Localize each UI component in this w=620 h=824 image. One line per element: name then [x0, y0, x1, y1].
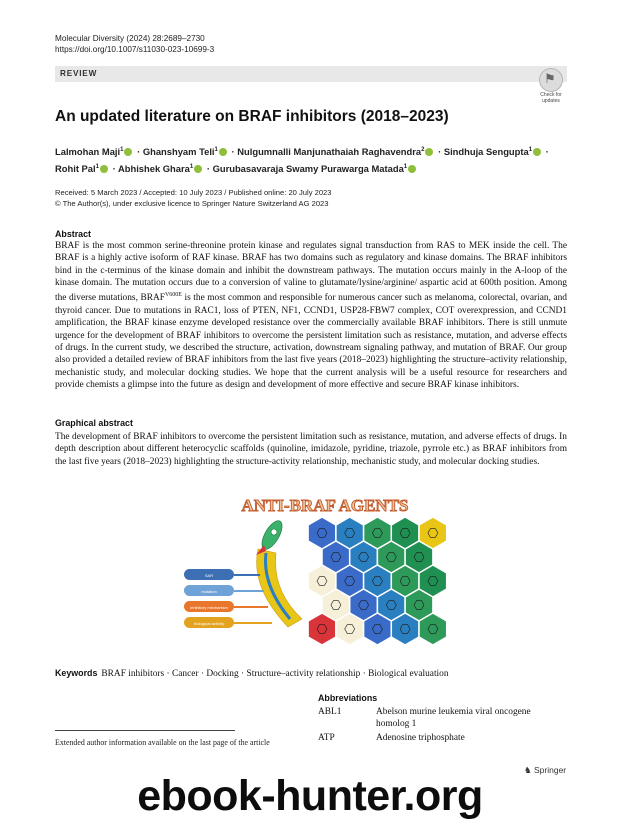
abbreviation-row [318, 706, 566, 730]
orcid-icon[interactable] [425, 148, 433, 156]
author-separator: · [134, 146, 143, 158]
orcid-icon[interactable] [219, 148, 227, 156]
abbreviation-row [318, 732, 566, 744]
hexagon-tile [364, 613, 392, 645]
author-name[interactable]: Gurubasavaraja Swamy Purawarga Matada [212, 162, 404, 174]
hexagon-tile [308, 613, 336, 645]
keyword: Structure–activity relationship [246, 669, 361, 679]
author-name[interactable]: Ghanshyam Teli [142, 146, 215, 158]
keyword: Biological evaluation [368, 669, 449, 679]
author-affiliation: 1 [120, 147, 124, 153]
author-affiliation: 2 [421, 147, 425, 153]
hexagon-tile [419, 613, 447, 645]
author-affiliation: 1 [528, 147, 533, 153]
orcid-icon[interactable] [533, 148, 541, 156]
mutation-superscript: V600E [164, 292, 182, 299]
abstract-heading: Abstract [55, 229, 92, 239]
author-separator: · [228, 146, 238, 158]
section-label: REVIEW [60, 69, 98, 78]
graphical-abstract-heading: Graphical abstract [55, 418, 133, 428]
orcid-icon[interactable] [408, 165, 416, 173]
author-affiliation: 1 [403, 163, 408, 170]
author-name[interactable]: Lalmohan Maji [55, 146, 121, 158]
graphical-abstract-text: The development of BRAF inhibitors to overcome the persistent limitation such as resistance, mutation, and adverse effects of drugs. In depth description about different heterocyclic scaffolds (quinoline, imidazole, pyridine, triazole, pyrrole etc.) as BRAF inhibitors from the last five years (2018–2023) highlighting the structure-activity relationship, mechanistic study, and molecular docking studies. [55, 432, 567, 467]
check-for-updates-badge[interactable] [536, 68, 566, 104]
publisher-name: Springer [534, 765, 567, 775]
keyword: Cancer [172, 669, 199, 679]
dates-line: Received: 5 March 2023 / Accepted: 10 July 2023 / Published online: 20 July 2023 [55, 188, 332, 197]
abbreviation-term: ABL1 [318, 707, 342, 717]
abbreviations-heading: Abbreviations [318, 693, 378, 703]
footnote: Extended author information available on the last page of the article [55, 738, 270, 747]
author-name[interactable]: Rohit Pal [55, 162, 96, 174]
journal-header [55, 33, 214, 55]
footnote-divider [55, 730, 235, 731]
figure-title: ANTI-BRAF AGENTS [241, 496, 409, 515]
keyword: BRAF inhibitors [101, 669, 165, 679]
author-name[interactable]: Nulgumnalli Manjunathaiah Raghavendra [237, 146, 422, 158]
author-affiliation: 1 [189, 163, 194, 170]
publication-dates [55, 188, 332, 209]
abbreviation-definition: Abelson murine leukemia viral oncogene homolog 1 [376, 707, 531, 729]
hexagon-tile [336, 613, 364, 645]
abstract-text-part1: BRAF is the most common serine-threonine protein kinase and regulates signal transduction from RAS to MEK inside the cell. The BRAF is a highly active isoform of RAF kinase. BRAF has two domains such as regulatory and kinase domains. The BRAF inhibitors bind in the c-terminus of the kinase domain and inhibit the downstream pathways. The mutation occurs mainly in the A-loop of the kinase domain. The mutation occurs due to a conversion of valine to glutamate/lysine/arginine/ aspartic acid at 600th position. Among the diverse mutations, BRAF [55, 241, 567, 304]
author-name[interactable]: Sindhuja Sengupta [443, 146, 529, 158]
author-affiliation: 1 [214, 147, 218, 153]
hexagon-tile [391, 613, 419, 645]
graphical-abstract-figure [180, 487, 450, 647]
author-separator: · [204, 162, 213, 174]
figure-label-text: inhibitory mechanism [190, 605, 228, 610]
keywords-items [101, 669, 448, 679]
abstract-text [55, 240, 567, 391]
section-bar [55, 66, 567, 82]
journal-citation: Molecular Diversity (2024) 28:2689–2730 [55, 34, 205, 43]
watermark: ebook-hunter.org [137, 772, 483, 820]
springer-horse-icon: ♞ [524, 765, 532, 775]
keyword-separator: · [238, 669, 247, 679]
figure-label-text: SAR [204, 573, 214, 578]
author-separator: · [435, 146, 444, 158]
orcid-icon[interactable] [100, 165, 108, 173]
orcid-icon[interactable] [124, 148, 132, 156]
author-separator: · [543, 146, 549, 158]
keyword: Docking [206, 669, 239, 679]
rocket-icon [256, 518, 302, 627]
bookmark-icon: ⚑ [539, 68, 563, 92]
author-separator: · [109, 162, 118, 174]
check-badge-text: Check for updates [540, 92, 562, 104]
keywords-label: Keywords [55, 668, 98, 678]
abbreviation-term: ATP [318, 733, 335, 743]
author-affiliation: 1 [95, 163, 99, 170]
orcid-icon[interactable] [194, 165, 202, 173]
keyword-separator: · [198, 669, 207, 679]
doi-link[interactable]: https://doi.org/10.1007/s11030-023-10699-3 [55, 45, 215, 54]
copyright-line: © The Author(s), under exclusive licence to Springer Nature Switzerland AG 2023 [55, 198, 329, 208]
figure-label-text: mutation [201, 589, 217, 594]
keywords-line [55, 668, 449, 679]
keyword-separator: · [164, 669, 173, 679]
author-list [55, 143, 575, 176]
abbreviation-definition: Adenosine triphosphate [376, 733, 465, 743]
figure-label-text: biological activity [193, 621, 225, 626]
article-title: An updated literature on BRAF inhibitors (2018–2023) [55, 108, 449, 125]
hexagon-grid [308, 517, 447, 645]
abstract-text-part2: is the most common and responsible for numerous cancer such as melanoma, colorectal, ovarian, and thyroid cancer. Due to mutations in RAC1, loss of PTEN, NF1, CCND1, USP28-FBW7 complex, COT overexpression, and CCND1 amplification, the BRAF kinase enzyme developed resistance over the commercially available BRAF inhibitors. There is still unmute urgence for the development of BRAF inhibitors to overcome the persistent limitation such as resistance, mutation, and adverse effects of drugs. In the current study, we described the structure, activation, downstream signaling pathway, and mutation of BRAF. Our group also provided a detailed review of BRAF inhibitors from the last five years (2018–2023) highlighting the structure–activity relationship, mechanistic study, and molecular docking studies. We hope that the current analysis will be a useful resource for researchers and provide chemists a glimpse into the future as design and development of more effective and secure BRAF kinase inhibitors. [55, 293, 567, 390]
author-name[interactable]: Abhishek Ghara [117, 162, 190, 174]
keyword-separator: · [360, 669, 369, 679]
